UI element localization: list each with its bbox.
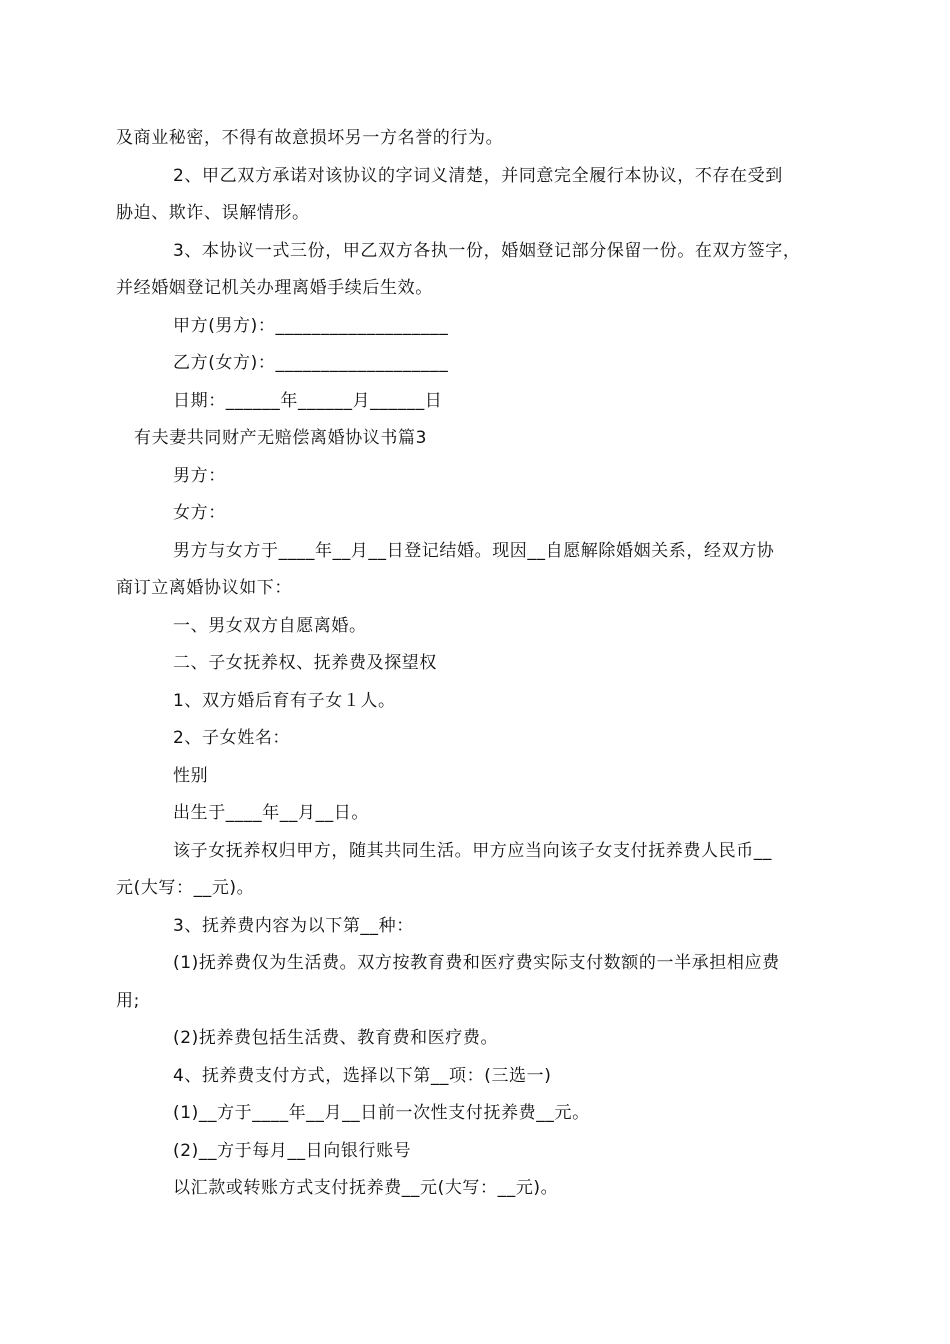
paragraph-line: 一、男女双方自愿离婚。 (173, 616, 367, 636)
paragraph-line: 并经婚姻登记机关办理离婚手续后生效。 (116, 278, 433, 298)
paragraph-line: 及商业秘密，不得有故意损坏另一方名誉的行为。 (116, 128, 504, 148)
signature-line-party-a: 甲方(男方)：___________________ (173, 316, 449, 336)
signature-line-party-b: 乙方(女方)：___________________ (173, 353, 449, 373)
paragraph-line: 女方： (173, 503, 226, 523)
paragraph-line: 商订立离婚协议如下： (116, 578, 292, 598)
paragraph-line: (2)__方于每月__日向银行账号 (173, 1141, 412, 1161)
paragraph-line: (2)抚养费包括生活费、教育费和医疗费。 (173, 1028, 499, 1048)
paragraph-line: (1)抚养费仅为生活费。双方按教育费和医疗费实际支付数额的一半承担相应费 (173, 953, 780, 973)
date-line: 日期：______年______月______日 (173, 391, 443, 411)
paragraph-line: 用; (116, 991, 140, 1011)
paragraph-line: 4、抚养费支付方式，选择以下第__项：(三选一) (173, 1066, 552, 1086)
paragraph-line: 3、本协议一式三份，甲乙双方各执一份，婚姻登记部分保留一份。在双方签字， (173, 241, 801, 261)
paragraph-line: 男方与女方于____年__月__日登记结婚。现因__自愿解除婚姻关系，经双方协 (173, 541, 775, 561)
paragraph-line: 该子女抚养权归甲方，随其共同生活。甲方应当向该子女支付抚养费人民币__ (173, 841, 772, 861)
paragraph-line: 以汇款或转账方式支付抚养费__元(大写：__元)。 (173, 1178, 559, 1198)
paragraph-line: 3、抚养费内容为以下第__种： (173, 916, 414, 936)
paragraph-line: 元(大写：__元)。 (116, 878, 255, 898)
paragraph-line: 胁迫、欺诈、误解情形。 (116, 203, 310, 223)
paragraph-line: (1)__方于____年__月__日前一次性支付抚养费__元。 (173, 1103, 590, 1123)
paragraph-line: 二、子女抚养权、抚养费及探望权 (173, 653, 437, 673)
paragraph-line: 性别 (173, 766, 209, 786)
paragraph-line: 出生于____年__月__日。 (173, 803, 369, 823)
paragraph-line: 2、甲乙双方承诺对该协议的字词义清楚，并同意完全履行本协议，不存在受到 (173, 166, 783, 186)
paragraph-line: 2、子女姓名： (173, 728, 291, 748)
paragraph-line: 1、双方婚后育有子女１人。 (173, 691, 396, 711)
section-title: 有夫妻共同财产无赔偿离婚协议书篇3 (134, 428, 428, 448)
paragraph-line: 男方： (173, 466, 226, 486)
